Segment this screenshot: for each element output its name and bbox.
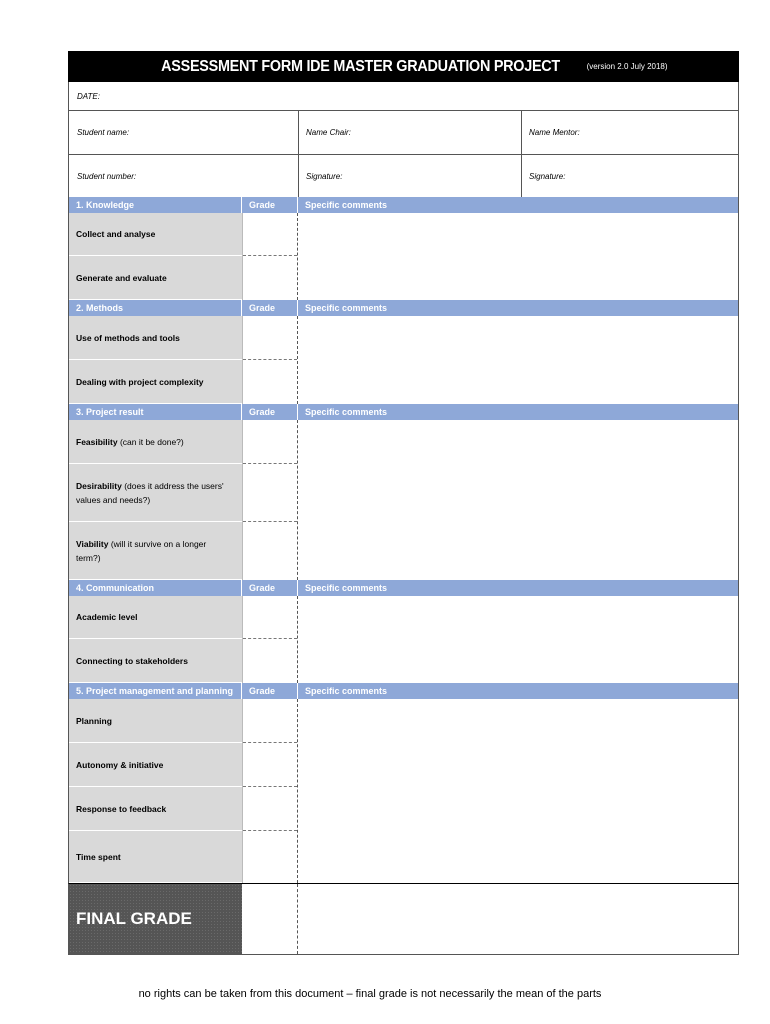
criterion-cell — [69, 596, 242, 639]
section-body — [69, 699, 738, 883]
grade-column — [242, 316, 298, 404]
criterion-text — [76, 802, 166, 816]
criterion-label: Response to feedback — [76, 803, 167, 814]
grade-column — [242, 596, 298, 683]
criterion-cell — [69, 639, 242, 683]
criterion-text — [76, 537, 232, 565]
comment-area[interactable] — [298, 699, 738, 883]
signature-chair-field[interactable]: Signature: — [298, 155, 521, 197]
signature-mentor-field[interactable]: Signature: — [521, 155, 738, 197]
criterion-cell — [69, 420, 242, 464]
comments-header: Specific comments — [305, 303, 388, 313]
grade-input[interactable] — [243, 743, 297, 787]
criteria-column — [69, 420, 242, 580]
section — [68, 580, 739, 683]
info-grid — [68, 82, 739, 197]
section-title: 5. Project management and planning — [69, 683, 242, 699]
name-chair-field[interactable]: Name Chair: — [298, 111, 521, 154]
section-body — [69, 316, 738, 404]
grade-header: Grade — [242, 197, 298, 213]
criterion-label: Planning — [76, 715, 112, 726]
date-row — [69, 82, 738, 111]
criterion-text — [76, 610, 137, 624]
criterion-cell — [69, 464, 242, 522]
criterion-text — [76, 227, 155, 241]
comment-area[interactable] — [298, 213, 738, 300]
sections — [68, 197, 739, 883]
section-title: 3. Project result — [69, 404, 242, 420]
form-title: ASSESSMENT FORM IDE MASTER GRADUATION PROJECT — [161, 57, 561, 75]
grade-input[interactable] — [243, 787, 297, 831]
criterion-text — [76, 479, 232, 507]
criterion-label: Desirability — [76, 480, 122, 491]
criterion-text — [76, 271, 167, 285]
student-number-field[interactable]: Student number: — [77, 171, 137, 181]
criterion-text — [76, 375, 204, 389]
grade-header: Grade — [242, 404, 298, 420]
section-header — [69, 580, 738, 596]
criterion-text — [76, 850, 121, 864]
criterion-note: (does it address the users' values and needs?) — [76, 480, 224, 505]
criterion-cell — [69, 256, 242, 300]
criterion-text — [76, 654, 188, 668]
grade-column — [242, 699, 298, 883]
section-title: 2. Methods — [69, 300, 242, 316]
section — [68, 404, 739, 580]
footer-text: no rights can be taken from this document – final grade is not necessarily the mean of the parts — [138, 988, 602, 1000]
criterion-text — [76, 714, 112, 728]
final-grade-label: FINAL GRADE — [69, 884, 242, 954]
names-row — [69, 111, 738, 155]
grade-input[interactable] — [243, 699, 297, 743]
assessment-form — [68, 51, 739, 955]
criteria-column — [69, 699, 242, 883]
section-header — [69, 197, 738, 213]
grade-input[interactable] — [243, 360, 297, 404]
criterion-label: Viability — [76, 538, 109, 549]
criterion-label: Use of methods and tools — [76, 332, 180, 343]
final-comment-area[interactable] — [298, 884, 738, 954]
criterion-cell — [69, 743, 242, 787]
grade-input[interactable] — [243, 464, 297, 522]
criterion-cell — [69, 360, 242, 404]
student-name-field[interactable]: Student name: — [77, 128, 130, 137]
criterion-cell — [69, 787, 242, 831]
comments-header: Specific comments — [305, 583, 388, 593]
section-body — [69, 213, 738, 300]
comment-area[interactable] — [298, 596, 738, 683]
criterion-cell — [69, 316, 242, 360]
grade-input[interactable] — [243, 256, 297, 300]
grade-input[interactable] — [243, 316, 297, 360]
criterion-note: (can it be done?) — [117, 436, 184, 447]
criterion-cell — [69, 699, 242, 743]
criterion-cell — [69, 522, 242, 580]
criteria-column — [69, 213, 242, 300]
section-body — [69, 420, 738, 580]
comments-header: Specific comments — [305, 407, 388, 417]
criteria-column — [69, 596, 242, 683]
comment-area[interactable] — [298, 316, 738, 404]
criterion-note: (will it survive on a longer term?) — [76, 538, 207, 563]
comments-header: Specific comments — [305, 686, 388, 696]
section-header — [69, 683, 738, 699]
section-header — [69, 300, 738, 316]
footer-note — [0, 988, 770, 1000]
comment-area[interactable] — [298, 420, 738, 580]
final-grade-row — [68, 883, 739, 955]
grade-input[interactable] — [243, 420, 297, 464]
criterion-label: Time spent — [76, 851, 121, 862]
criterion-label: Collect and analyse — [76, 229, 156, 239]
section-body — [69, 596, 738, 683]
final-grade-input[interactable] — [242, 884, 298, 954]
grade-input[interactable] — [243, 596, 297, 639]
grade-header: Grade — [242, 683, 298, 699]
grade-input[interactable] — [243, 213, 297, 256]
numbers-row — [69, 155, 738, 197]
section-header — [69, 404, 738, 420]
criterion-label: Generate and evaluate — [76, 272, 167, 283]
criterion-label: Feasibility — [76, 436, 118, 447]
grade-column — [242, 213, 298, 300]
criterion-label: Academic level — [76, 612, 138, 622]
grade-header: Grade — [242, 300, 298, 316]
name-mentor-field[interactable]: Name Mentor: — [521, 111, 738, 154]
form-version: (version 2.0 July 2018) — [586, 62, 668, 71]
criterion-text — [76, 331, 180, 345]
grade-input[interactable] — [243, 522, 297, 580]
section — [68, 197, 739, 300]
criterion-label: Dealing with project complexity — [76, 376, 204, 387]
grade-input[interactable] — [243, 639, 297, 683]
date-field[interactable]: DATE: — [77, 91, 100, 101]
criterion-label: Connecting to stakeholders — [76, 655, 188, 666]
grade-column — [242, 420, 298, 580]
criterion-cell — [69, 831, 242, 883]
grade-header: Grade — [242, 580, 298, 596]
section — [68, 683, 739, 883]
criterion-label: Autonomy & initiative — [76, 759, 164, 770]
criterion-text — [76, 758, 163, 772]
criteria-column — [69, 316, 242, 404]
grade-input[interactable] — [243, 831, 297, 883]
section-title: 4. Communication — [69, 580, 242, 596]
criterion-text — [76, 435, 184, 449]
criterion-cell — [69, 213, 242, 256]
section-title: 1. Knowledge — [69, 197, 242, 213]
section — [68, 300, 739, 404]
form-title-bar — [68, 51, 739, 82]
comments-header: Specific comments — [305, 200, 388, 210]
